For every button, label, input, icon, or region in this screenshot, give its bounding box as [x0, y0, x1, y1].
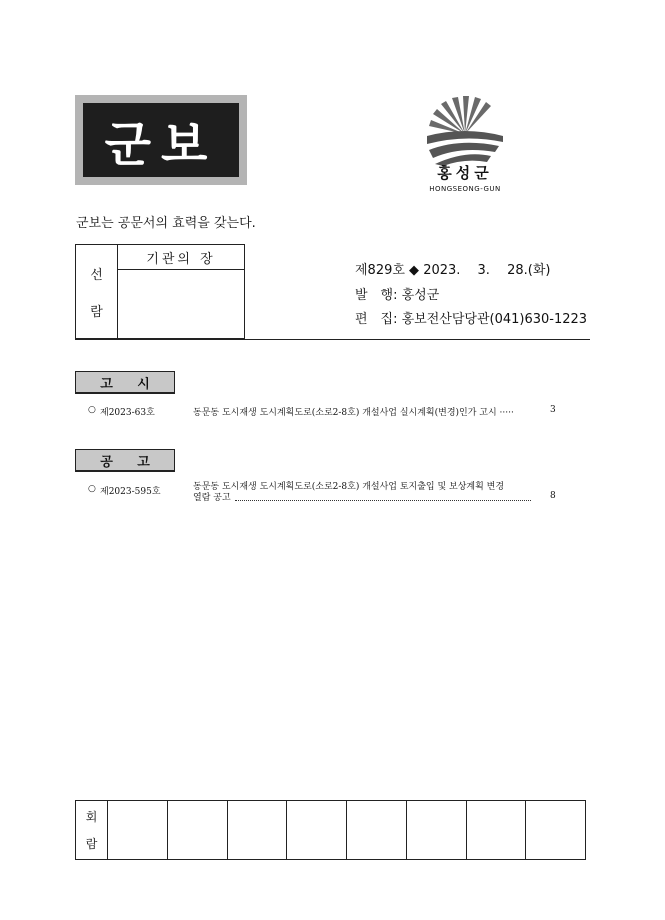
gazette-title: 군보	[83, 103, 239, 177]
section-header-left: 고	[100, 376, 113, 392]
section-header-right: 시	[137, 376, 150, 392]
seonram-header: 기관의 장	[118, 245, 244, 270]
hoeram-cell	[467, 801, 527, 859]
entry-title[interactable]: 동문동 도시재생 도시계획도로(소로2-8호) 개설사업 실시계획(변경)인가 고시 ·····	[193, 408, 514, 418]
entry-title-line1[interactable]: 동문동 도시재생 도시계획도로(소로2-8호) 개설사업 토지출입 및 보상계획 변경	[193, 482, 505, 492]
entry-page: 8	[550, 491, 556, 501]
logo-name: 홍성군	[437, 164, 493, 182]
hoeram-cell	[108, 801, 168, 859]
hoeram-cell	[526, 801, 585, 859]
hoeram-cell	[168, 801, 228, 859]
seonram-label-top: 선	[90, 267, 103, 283]
logo-subtitle: HONGSEONG-GUN	[429, 185, 501, 193]
entry-title-line2[interactable]: 열람 공고	[193, 493, 231, 503]
hoeram-cell	[228, 801, 288, 859]
entry-marker: ○	[88, 484, 96, 494]
gazette-title-block	[75, 95, 247, 185]
hongseong-logo-icon	[425, 96, 505, 166]
issue-editor: 편 집: 홍보전산담당관(041)630-1223	[355, 312, 588, 327]
seonram-box	[75, 244, 245, 339]
hoeram-cell	[347, 801, 407, 859]
header-divider	[75, 339, 590, 340]
section-underline	[75, 393, 175, 394]
hoeram-label	[76, 801, 108, 859]
entry-leader-dots	[235, 500, 531, 501]
issue-number-date: 제829호 ◆ 2023. 3. 28.(화)	[355, 263, 551, 278]
entry-number: 제2023-595호	[100, 487, 161, 497]
seonram-label-bottom: 람	[90, 304, 103, 320]
section-header-left: 공	[100, 454, 113, 470]
hoeram-box	[75, 800, 586, 860]
section-underline	[75, 471, 175, 472]
tagline: 군보는 공문서의 효력을 갖는다.	[76, 216, 256, 231]
hoeram-cell	[407, 801, 467, 859]
entry-page: 3	[550, 405, 556, 415]
entry-number: 제2023-63호	[100, 408, 155, 418]
section-header-right: 고	[137, 454, 150, 470]
hoeram-cell	[287, 801, 347, 859]
issue-publisher: 발 행: 홍성군	[355, 288, 440, 303]
hoeram-label-bottom: 람	[85, 837, 98, 851]
section-header-gonggo	[75, 449, 175, 471]
section-header-gosi	[75, 371, 175, 393]
entry-marker: ○	[88, 405, 96, 415]
hoeram-label-top: 회	[85, 810, 98, 824]
seonram-label	[76, 245, 118, 338]
